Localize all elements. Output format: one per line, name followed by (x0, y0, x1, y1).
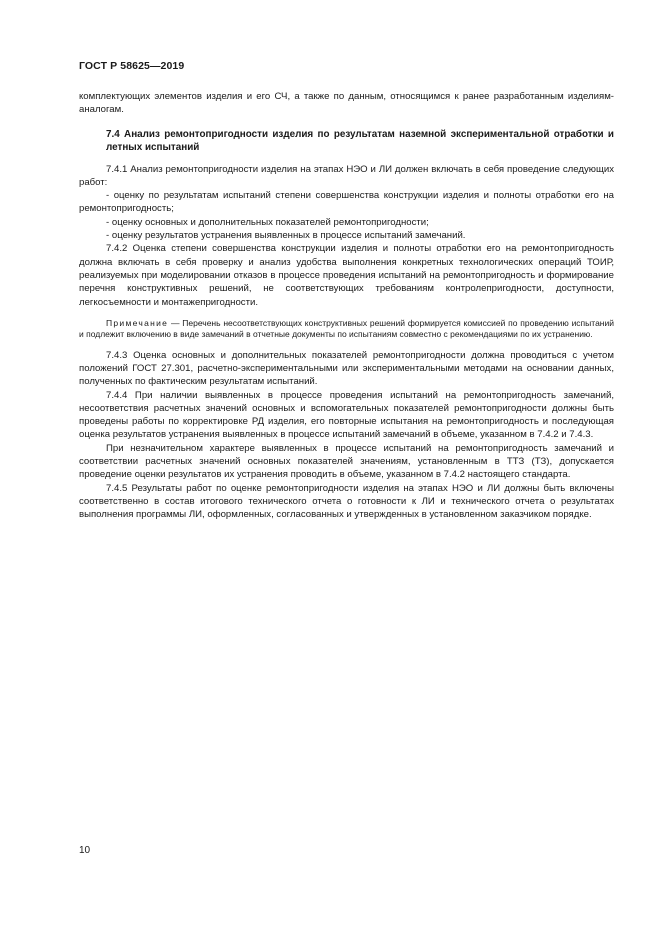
paragraph-7-4-5: 7.4.5 Результаты работ по оценке ремонтопригодности изделия на этапах НЭО и ЛИ должны быть включены соответственно в состав итогового технического отчета о готовности к ЛИ и технического отчета о результатах выполнения программы ЛИ, оформленных, согласованных и утвержденных в установленном заказчиком порядке. (79, 482, 614, 521)
list-item: - оценку по результатам испытаний степени совершенства конструкции изделия и полноты отработки его на ремонтопригодность; (79, 190, 614, 215)
document-body (79, 90, 614, 522)
note-text: — Перечень несоответствующих конструктивных решений формируется комиссией по проведению испытаний и подлежит включению в виде замечаний в отчетные документы по испытаниям совместно с рекомендациями по их устранению. (79, 317, 614, 340)
section-heading: 7.4 Анализ ремонтопригодности изделия по результатам наземной экспериментальной отработки и летных испытаний (106, 128, 614, 154)
paragraph-7-4-3: 7.4.3 Оценка основных и дополнительных показателей ремонтопригодности должна проводиться с учетом положений ГОСТ 27.301, расчетно-экспериментальными или экспериментальными методами на основании данных, полученных по фактическим результатам испытаний. (79, 349, 614, 388)
paragraph-7-4-1: 7.4.1 Анализ ремонтопригодности изделия на этапах НЭО и ЛИ должен включать в себя проведение следующих работ: (79, 163, 614, 188)
paragraph-minor-remarks: При незначительном характере выявленных в процессе испытаний на ремонтопригодность замечаний и соответствии расчетных значений основных показателей значениям, установленным в ТТЗ (ТЗ), допускается проведение оценки результатов их устранения проводить в объеме, указанном в 7.4.2 настоящего стандарта. (79, 442, 614, 481)
document-header: ГОСТ Р 58625—2019 (79, 60, 185, 72)
note (79, 318, 614, 341)
paragraph-7-4-4: 7.4.4 При наличии выявленных в процессе проведения испытаний на ремонтопригодность замечаний, несоответствия расчетных значений основных и вспомогательных показателей ремонтопригодности должны быть проведены работы по корректировке РД изделия, его повторные испытания на ремонтопригодность и последующая оценка результатов устранения выявленных в процессе испытаний замечаний в объеме, указанном в 7.4.2 и 7.4.3. (79, 389, 614, 441)
list-item: - оценку результатов устранения выявленных в процессе испытаний замечаний. (106, 230, 466, 242)
paragraph-7-4-2: 7.4.2 Оценка степени совершенства конструкции изделия и полноты отработки его на ремонтопригодность должна включать в себя проверку и анализ удобства выполнения конкретных технологических операций ТОИР, реализуемых при моделировании отказов в процессе проведения испытаний на ремонтопригодность и формирование перечня конструктивных решений, не соответствующих требованиям контролепригодности, доступности, легкосъемности и монтажепригодности. (79, 243, 614, 308)
list-item: - оценку основных и дополнительных показателей ремонтопригодности; (106, 216, 429, 228)
page-number: 10 (79, 845, 91, 856)
intro-paragraph: комплектующих элементов изделия и его СЧ, а также по данным, относящимся к ранее разработанным изделиям-аналогам. (79, 91, 614, 116)
note-label: Примечание (106, 317, 169, 328)
